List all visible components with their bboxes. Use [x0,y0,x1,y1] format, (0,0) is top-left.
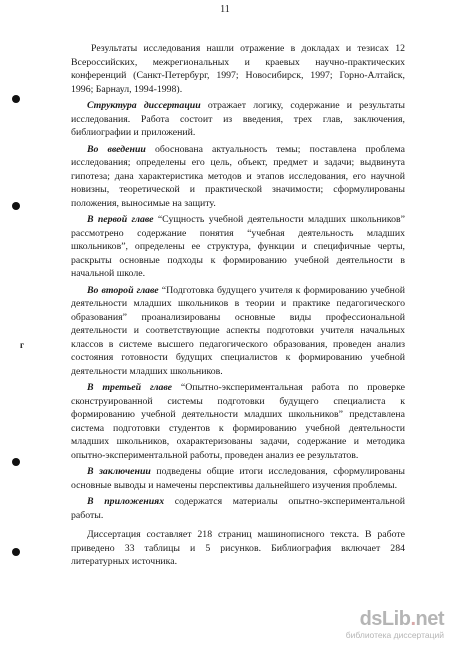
paragraph-lead: Структура диссертации [87,100,201,111]
logo-dot: . [410,608,416,630]
binder-hole-3 [12,458,20,466]
paragraph-text: содержатся материалы опытно-экспериментальной работы. [71,496,405,521]
paragraph-lead: В заключении [87,466,151,477]
binder-hole-2 [12,202,20,210]
dslib-logo [294,608,444,630]
paragraph-text: Результаты исследования нашли отражение в докладах и тезисах 12 Всероссийских, межрегиональных и краевых научно-практических конференций (Санкт-Петербург, 1997; Новосибирск, 1997; Горно-Алтайск, 1996; Барнаул, 1994-1998). [71,43,405,95]
paragraph-volume [71,528,405,569]
paragraph-lead: Во второй главе [87,284,159,296]
paragraph-chapter-3 [71,381,405,462]
paragraph-text: отражает логику, содержание и результаты исследования. Работа состоит из введения, трех глав, заключения, библиографии и приложений. [71,100,405,138]
binder-hole-4 [12,548,20,556]
paragraph-text: подведены общие итоги исследования, сформулированы основные выводы и намечены перспективы дальнейшего изучения проблемы. [71,466,405,491]
paragraph-text: обоснована актуальность темы; поставлена проблема исследования; определены его цель, объект, предмет и задачи; выдвинута гипотеза; дана характеристика методов и этапов исследования, его научной новизны, теоретической и практической значимости; сформулированы положения, выносимые на защиту. [71,143,406,209]
paragraph-approbation [71,42,405,96]
paragraph-appendices [71,495,405,522]
watermark-subtitle: библиотека диссертаций [345,630,444,640]
paragraph-lead: Во введении [87,143,146,155]
paragraph-text: “Сущность учебной деятельности младших школьников” рассмотрено содержание понятия “учебная деятельность младших школьников”, определены ее структура, функции и специфичные черты, раскрыты основные подходы к формированию учебной деятельности в начальной школе. [71,214,405,279]
page-number: 11 [220,4,230,15]
paragraph-lead: В приложениях [87,496,165,507]
paragraph-structure [71,99,405,140]
dslib-watermark [294,608,444,640]
logo-main: dsLib [359,608,411,630]
paragraph-lead: В третьей главе [87,382,172,393]
binder-hole-1 [12,95,20,103]
logo-tld: net [415,608,444,630]
paragraph-text: “Опытно-экспериментальная работа по проверке сконструированной системы подготовки будущего специалиста к формированию учебной деятельности младших школьников” представлена система подготовки студентов к формированию учебной деятельности младших школьников, охарактеризованы задачи, содержание и методика опытно-экспериментальной работы, проведен анализ ее результатов. [71,382,405,461]
paragraph-text: “Подготовка будущего учителя к формированию учебной деятельности младших школьников в теории и практике педагогического образования” проанализированы основные виды профессиональной деятельности и соответствующие аспекты подготовки учителя начальных классов в системе высшего педагогического образования, проведен анализ состояния готовности будущих специалистов к формированию учебной деятельности младших школьников. [71,284,405,377]
margin-mark: г [20,340,25,350]
document-body [71,42,405,572]
paragraph-chapter-1 [71,213,405,281]
paragraph-lead: В первой главе [87,214,154,225]
paragraph-introduction [71,143,405,211]
paragraph-chapter-2 [71,284,405,379]
paragraph-text: Диссертация составляет 218 страниц машинописного текста. В работе приведено 33 таблицы и 5 рисунков. Библиография включает 284 литературных источника. [71,529,405,567]
paragraph-conclusion [71,465,405,492]
